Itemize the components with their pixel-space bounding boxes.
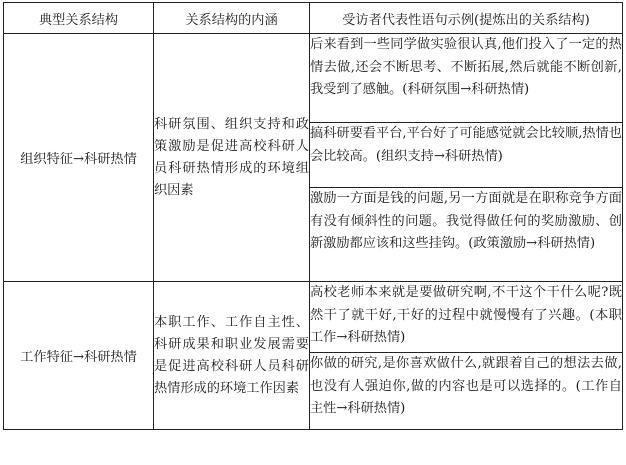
quote-core-job: 高校老师本来就是要做研究啊,不干这个干什么呢?既然干了就干好,干好的过程中就慢慢有了兴趣。(本职工作→科研热情) — [310, 282, 623, 353]
relationship-structure-table — [3, 2, 623, 430]
header-structure-meaning: 关系结构的内涵 — [154, 3, 310, 34]
meaning-work: 本职工作、工作自主性、科研成果和职业发展需要是促进高校科研人员科研热情形成的环境工作因素 — [154, 282, 310, 430]
table-header-row — [4, 3, 623, 34]
meaning-organization: 科研氛围、组织支持和政策激励是促进高校科研人员科研热情形成的环境组织因素 — [154, 34, 310, 282]
table-row — [4, 34, 623, 123]
structure-organization: 组织特征→科研热情 — [4, 34, 154, 282]
table-row — [4, 282, 623, 353]
structure-work: 工作特征→科研热情 — [4, 282, 154, 430]
header-interviewee-quotes: 受访者代表性语句示例(提炼出的关系结构) — [310, 3, 623, 34]
header-typical-structure: 典型关系结构 — [4, 3, 154, 34]
quote-research-atmosphere: 后来看到一些同学做实验很认真,他们投入了一定的热情去做,还会不断思考、不断拓展,然后就能不断创新,我受到了感触。(科研氛围→科研热情) — [310, 34, 623, 123]
quote-policy-incentive: 激励一方面是钱的问题,另一方面就是在职称竞争方面有没有倾斜性的问题。我觉得做任何的奖励激励、创新激励都应该和这些挂钩。(政策激励→科研热情) — [310, 188, 623, 282]
quote-work-autonomy: 你做的研究,是你喜欢做什么,就跟着自己的想法去做,也没有人强迫你,做的内容也是可以选择的。(工作自主性→科研热情) — [310, 353, 623, 430]
quote-organizational-support: 搞科研要看平台,平台好了可能感觉就会比较顺,热情也会比较高。(组织支持→科研热情) — [310, 123, 623, 188]
